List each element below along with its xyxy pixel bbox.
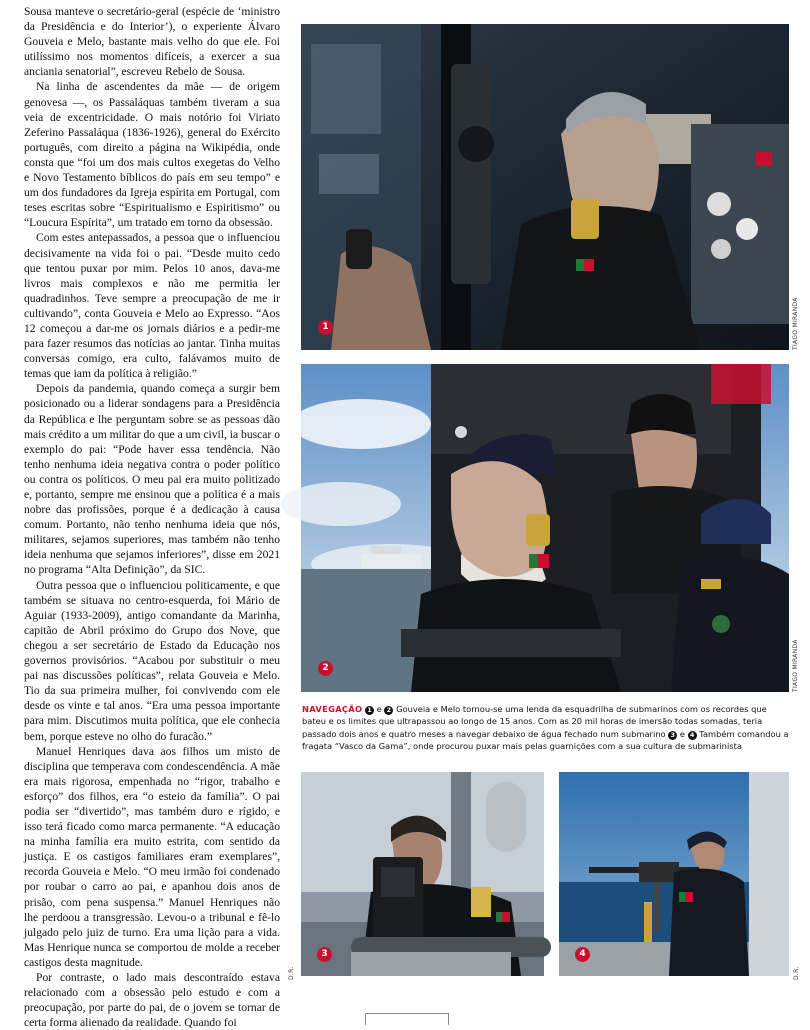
caption-photo-ref: 2 [384,706,393,715]
article-text-column [24,4,280,1030]
photo-2-illustration [301,364,789,692]
article-paragraph: Outra pessoa que o influenciou politicamente, e que também se situava no centro-esquerda, foi Mário de Aguiar (1933-2009), antigo comandante da Marinha, capitão de Abril próximo do Grupo dos Nove, que chegou a ser secretário de Estado da Educação nos governos provisórios. “Acabou por substituir o meu pai nas discussões políticas”, relata Gouveia e Melo. Tio da sua primeira mulher, foi convivendo com ele desde os vinte e tal anos. “Era uma pessoa importante para mim. Discutimos muita política, que ele conhecia bem, porque esteve no olho do furacão.” [24,578,280,743]
article-paragraph: Na linha de ascendentes da mãe — de origem genovesa —, os Passaláquas também tiveram a sua veia de excentricidade. O mais notório foi Viriato Zeferino Passaláqua (1836-1926), general do Exército português, com direito a página na Wikipédia, onde consta que “foi um dos mais cultos exegetas do Velho e Novo Testamento bíblicos do país em seu tempo” e um dos fundadores da Igreja espírita em Portugal, com teses escritas sobre “Espiritualismo e Espiritismo” ou “Loucura Espírita”, um tratado em torno da obsessão. [24,80,280,230]
photo-3-illustration [301,772,544,976]
photo-credit: TIAGO MIRANDA [792,297,799,350]
photo-gunner-deck [559,772,789,976]
page-footer-tab [365,1013,449,1025]
article-paragraph: Manuel Henriques dava aos filhos um misto de disciplina que temperava com condescendência. A mãe era mais rigorosa, empenhada no “rigor, trabalho e esforço” dos filhos, era “o esteio da família”. O pai podia ser “divertido”, mas também duro e rígido, e isso terá ficado como marca permanente. “A educação na minha família era muito estrita, com sentido da justiça. E os castigos familiares eram exemplares”, recorda Gouveia e Melo. “O meu irmão foi condenado por roubar o carro ao pai, e apanhou dois anos de prisão, com pena suspensa.” Manuel Henriques não lhe perdoou a transgressão. Levou-o a tribunal e fê-lo julgado pelo juiz de turno. Era uma lição para a vida. Mas Henrique nunca se comportou de molde a receber castigos desta magnitude. [24,744,280,969]
caption-conjunction: e [376,704,382,714]
article-paragraph: Por contraste, o lado mais descontraído estava relacionado com a obsessão pelo estudo e com a preocupação, por parte do pai, de o jovem se tornar de certa forma alienado da realidade. Quando foi [24,971,280,1030]
photo-submarine-tower [301,364,789,692]
caption-photo-ref: 3 [668,731,677,740]
caption-heading: NAVEGAÇÃO [302,704,363,714]
photo-number-badge: 1 [318,320,333,335]
article-paragraph: Com estes antepassados, a pessoa que o influenciou decisivamente na vida foi o pai. “Desde muito cedo que tentou puxar por mim. Pelos 10 anos, dava-me livros mais complexos e não me permitia ler quadradinhos. Teve sempre a preocupação de me ir cultivando”, conta Gouveia e Melo ao Expresso. “Aos 12 começou a dar-me os jornais diários e a pedir-me para fazer resumos das notícias ao jantar. Tinha muitas conversas comigo, era culto, falávamos muito de temas que iam da política à religião.” [24,231,280,381]
caption-photo-ref: 1 [365,706,374,715]
article-paragraph: Depois da pandemia, quando começa a surgir bem posicionado ou a liderar sondagens para a Presidência da República e lhe perguntam sobre se as pessoas dão mais crédito a um militar do que a um civil, ia buscar o exemplo do pai: “Pode haver essa tendência. Não tenho nenhuma ideia negativa contra o poder político ou contra os políticos. O meu pai era muito politizado e, portanto, sempre me ensinou que a política é a mais nobre das profissões, porque é a dedicação à causa comum. Portanto, não tenho nenhuma ideia que nós, militares, sejamos superiores, mas também não tenho ideia nenhuma que sejamos inferiores”, disse em 2021 no programa “Alta Definição”, da SIC. [24,382,280,577]
photo-number-badge: 2 [318,661,333,676]
photo-submarine-periscope [301,24,789,350]
photo-credit: D.R. [793,966,800,980]
photo-caption [302,703,792,752]
photo-number-badge: 4 [575,947,590,962]
photo-number-badge: 3 [317,947,332,962]
caption-photo-ref: 4 [688,731,697,740]
caption-text: Também comandou a fragata “Vasco da Gama”, onde procurou puxar mais pelas guarnições com a sua cultura de submarinista [302,728,789,751]
photo-1-illustration [301,24,789,350]
photo-credit: TIAGO MIRANDA [792,639,799,692]
photo-frigate-officer [301,772,544,976]
photo-4-illustration [559,772,789,976]
article-paragraph: Sousa manteve o secretário-geral (espécie de ‘ministro da Presidência e do Interior’), o experiente Álvaro Gouveia e Melo, bastante mais velho do que ele. Foi utilíssimo nos momentos difíceis, a exercer a sua anciania senatorial”, escreveu Rebelo de Sousa. [24,5,280,79]
photo-credit: D.R. [288,966,295,980]
caption-conjunction: e [679,728,685,739]
caption-text: Gouveia e Melo tornou-se uma lenda da esquadrilha de submarinos com os recordes que bateu e os limites que ultrapassou ao longo de 15 anos. Com as 20 mil horas de imersão todas somadas, teria passado dois anos e quatro meses a navegar debaixo de água fechado num submarino [302,704,767,739]
